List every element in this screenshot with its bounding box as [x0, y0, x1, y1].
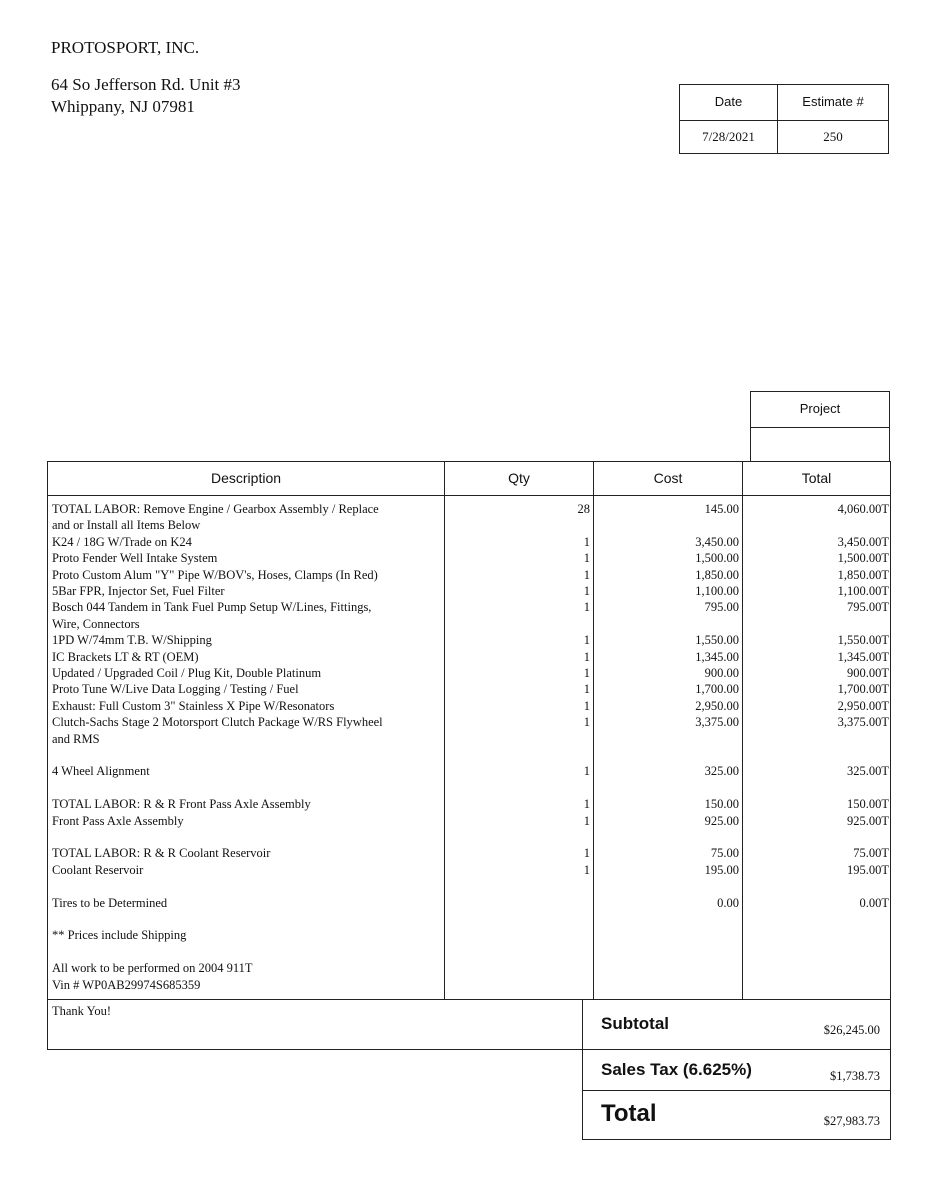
- row-total: 75.00T: [853, 846, 889, 861]
- row-description: Clutch-Sachs Stage 2 Motorsport Clutch Package W/RS Flywheel: [52, 715, 383, 730]
- table-row: [48, 977, 892, 993]
- total-box: [582, 1090, 891, 1140]
- thank-you-text: Thank You!: [52, 1004, 112, 1018]
- table-row: [48, 845, 892, 861]
- row-total: 3,375.00T: [837, 715, 889, 730]
- row-cost: 925.00: [704, 813, 739, 828]
- row-total: 150.00T: [846, 797, 889, 812]
- row-description: ** Prices include Shipping: [52, 928, 187, 943]
- table-row: [48, 649, 892, 665]
- row-description: Exhaust: Full Custom 3" Stainless X Pipe W/Resonators: [52, 698, 335, 713]
- company-address: [51, 74, 241, 118]
- table-row: [48, 862, 892, 878]
- row-total: 1,850.00T: [837, 567, 889, 582]
- row-total: 1,550.00T: [837, 633, 889, 648]
- table-row: [48, 681, 892, 697]
- table-row: [48, 665, 892, 681]
- table-row: [48, 878, 892, 894]
- date-label: Date: [714, 94, 743, 109]
- row-qty: 1: [583, 682, 590, 697]
- row-total: 925.00T: [846, 813, 889, 828]
- table-row: [48, 567, 892, 583]
- table-row: [48, 583, 892, 599]
- row-qty: 1: [583, 797, 590, 812]
- table-row: [48, 550, 892, 566]
- address-line-1: 64 So Jefferson Rd. Unit #3: [51, 75, 241, 94]
- row-description: and RMS: [52, 731, 100, 746]
- table-row: [48, 895, 892, 911]
- row-total: 795.00T: [846, 600, 889, 615]
- row-description: 5Bar FPR, Injector Set, Fuel Filter: [52, 584, 225, 598]
- row-description: Tires to be Determined: [52, 895, 168, 910]
- row-cost: 75.00: [710, 846, 739, 861]
- address-line-2: Whippany, NJ 07981: [51, 97, 195, 116]
- row-description: Bosch 044 Tandem in Tank Fuel Pump Setup W/Lines, Fittings,: [52, 600, 372, 615]
- total-label: Total: [601, 1100, 657, 1127]
- col-header-cost: Cost: [653, 470, 683, 486]
- table-row: [48, 698, 892, 714]
- row-qty: 1: [583, 862, 590, 877]
- row-description: K24 / 18G W/Trade on K24: [52, 534, 192, 549]
- row-description: TOTAL LABOR: R & R Front Pass Axle Assembly: [52, 797, 311, 812]
- estimate-date: 7/28/2021: [702, 129, 755, 144]
- table-row: [48, 731, 892, 747]
- col-header-qty: Qty: [508, 470, 530, 486]
- row-cost: 3,450.00: [695, 534, 739, 549]
- row-total: 195.00T: [846, 862, 889, 877]
- row-qty: 1: [583, 534, 590, 549]
- row-total: 1,700.00T: [837, 682, 889, 697]
- table-row: [48, 763, 892, 779]
- thank-you-box: [47, 999, 583, 1050]
- row-cost: 0.00: [717, 895, 739, 910]
- row-cost: 195.00: [704, 862, 739, 877]
- row-qty: 1: [583, 567, 590, 582]
- row-total: 2,950.00T: [837, 698, 889, 713]
- row-qty: 1: [583, 551, 590, 566]
- table-row: [48, 944, 892, 960]
- row-cost: 900.00: [704, 666, 739, 680]
- row-cost: 1,850.00: [695, 567, 739, 582]
- row-qty: 1: [583, 764, 590, 779]
- total-value: $27,983.73: [823, 1114, 880, 1128]
- table-row: [48, 714, 892, 730]
- table-row: [48, 927, 892, 943]
- row-cost: 1,500.00: [695, 551, 739, 566]
- col-header-description: Description: [210, 470, 282, 486]
- row-cost: 150.00: [704, 797, 739, 812]
- row-total: 1,100.00T: [837, 584, 889, 598]
- row-qty: 1: [583, 846, 590, 861]
- row-cost: 1,100.00: [695, 584, 739, 598]
- row-total: 0.00T: [859, 895, 889, 910]
- row-total: 900.00T: [846, 666, 889, 680]
- row-description: TOTAL LABOR: R & R Coolant Reservoir: [52, 846, 271, 861]
- row-cost: 145.00: [704, 502, 739, 516]
- sales-tax-value: $1,738.73: [830, 1069, 880, 1083]
- row-cost: 795.00: [704, 600, 739, 615]
- row-cost: 1,550.00: [695, 633, 739, 648]
- row-total: 3,450.00T: [837, 534, 889, 549]
- row-qty: 1: [583, 649, 590, 664]
- project-box: [750, 391, 890, 462]
- table-row: [48, 796, 892, 812]
- line-items-table: [47, 461, 891, 1000]
- table-row: [48, 517, 892, 533]
- project-label: Project: [799, 401, 841, 416]
- row-description: and or Install all Items Below: [52, 518, 201, 533]
- table-row: [48, 960, 892, 976]
- row-description: Updated / Upgraded Coil / Plug Kit, Double Platinum: [52, 666, 322, 680]
- row-description: Coolant Reservoir: [52, 862, 144, 877]
- row-description: Wire, Connectors: [52, 616, 140, 631]
- table-row: [48, 534, 892, 550]
- row-qty: 1: [583, 698, 590, 713]
- subtotal-value: $26,245.00: [823, 1023, 880, 1037]
- row-qty: 1: [583, 600, 590, 615]
- row-qty: 1: [583, 633, 590, 648]
- row-cost: 1,700.00: [695, 682, 739, 697]
- row-description: Proto Fender Well Intake System: [52, 551, 218, 566]
- row-total: 1,500.00T: [837, 551, 889, 566]
- row-qty: 1: [583, 666, 590, 680]
- table-row: [48, 501, 892, 517]
- row-qty: 1: [583, 715, 590, 730]
- row-description: TOTAL LABOR: Remove Engine / Gearbox Assembly / Replace: [52, 502, 379, 516]
- row-qty: 28: [577, 502, 590, 516]
- estimate-info-box: [679, 84, 889, 154]
- table-row: [48, 616, 892, 632]
- row-description: 4 Wheel Alignment: [52, 764, 150, 779]
- row-description: IC Brackets LT & RT (OEM): [52, 649, 199, 664]
- row-qty: 1: [583, 813, 590, 828]
- estimate-number-label: Estimate #: [802, 94, 864, 109]
- estimate-number: 250: [823, 129, 843, 144]
- subtotal-box: [582, 999, 891, 1050]
- row-cost: 2,950.00: [695, 698, 739, 713]
- sales-tax-label: Sales Tax (6.625%): [601, 1060, 752, 1079]
- row-description: Proto Tune W/Live Data Logging / Testing / Fuel: [52, 682, 299, 697]
- row-total: 325.00T: [846, 764, 889, 779]
- row-cost: 3,375.00: [695, 715, 739, 730]
- company-name: PROTOSPORT, INC.: [51, 38, 200, 57]
- row-total: 1,345.00T: [837, 649, 889, 664]
- table-row: [48, 813, 892, 829]
- row-total: 4,060.00T: [837, 502, 889, 516]
- table-row: [48, 632, 892, 648]
- sales-tax-box: [582, 1049, 891, 1091]
- table-row: [48, 829, 892, 845]
- row-description: Vin # WP0AB29974S685359: [52, 977, 201, 992]
- col-header-total: Total: [801, 470, 832, 486]
- table-row: [48, 599, 892, 615]
- row-cost: 325.00: [704, 764, 739, 779]
- row-description: 1PD W/74mm T.B. W/Shipping: [52, 633, 212, 648]
- row-cost: 1,345.00: [695, 649, 739, 664]
- row-description: Proto Custom Alum "Y" Pipe W/BOV's, Hoses, Clamps (In Red): [52, 567, 378, 582]
- subtotal-label: Subtotal: [601, 1014, 669, 1033]
- row-qty: 1: [583, 584, 590, 598]
- table-row: [48, 747, 892, 763]
- table-row: [48, 780, 892, 796]
- row-description: All work to be performed on 2004 911T: [52, 961, 253, 976]
- table-row: [48, 911, 892, 927]
- row-description: Front Pass Axle Assembly: [52, 813, 184, 828]
